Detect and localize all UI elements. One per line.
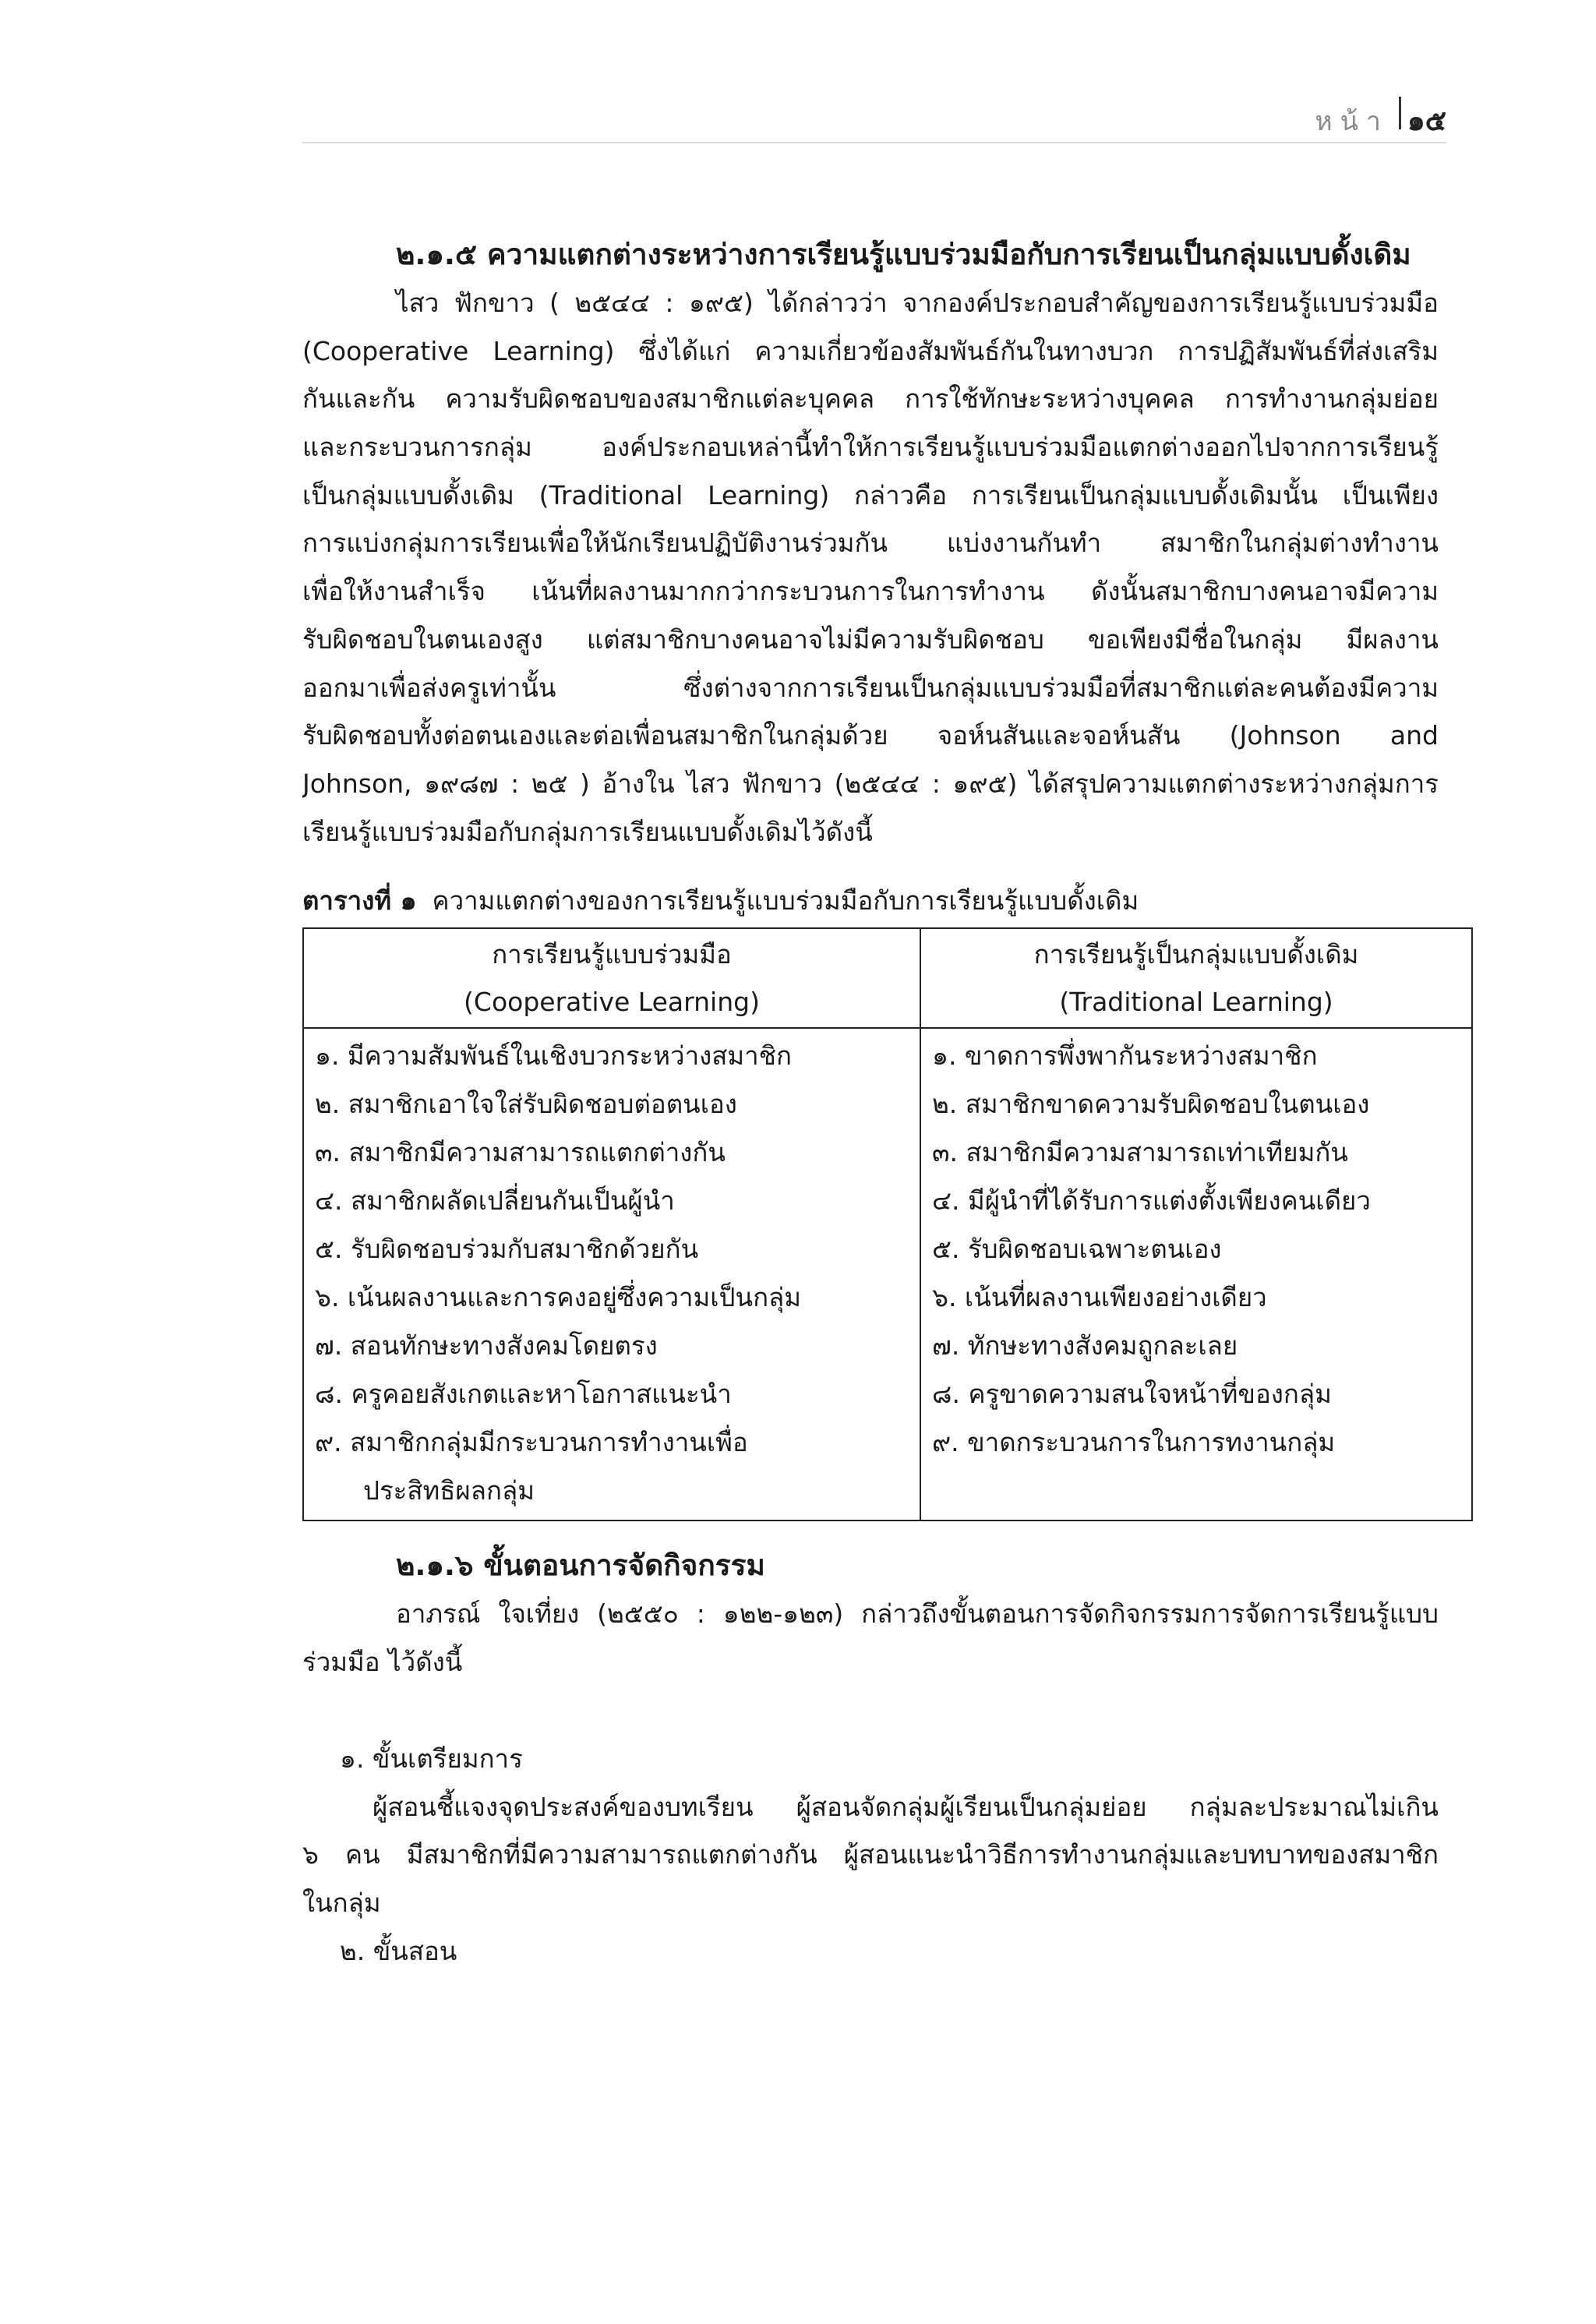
table-caption-label: ตารางที่ ๑ — [302, 885, 417, 917]
page-number: ๑๕ — [1407, 105, 1446, 137]
list-item: ๖. เน้นที่ผลงานเพียงอย่างเดียว — [932, 1282, 1267, 1313]
list-item: ๗. สอนทักษะทางสังคมโดยตรง — [315, 1330, 658, 1362]
blank-line — [302, 1686, 1439, 1735]
step-1-label: ๑. ขั้นเตรียมการ — [340, 1743, 523, 1774]
header-title: การเรียนรู้เป็นกลุ่มแบบดั้งเดิม — [1033, 939, 1359, 970]
paragraph-line: ในกลุ่ม — [302, 1888, 381, 1918]
list-item-continuation: ประสิทธิผลกลุ่ม — [363, 1475, 535, 1506]
paragraph-line: ๖ คน มีสมาชิกที่มีความสามารถแตกต่างกัน ผู้สอนแนะนำวิธีการทำงานกลุ่มและบทบาทของสมาชิก — [302, 1839, 1439, 1870]
list-item: ๒. สมาชิกเอาใจใส่รับผิดชอบต่อตนเอง — [315, 1089, 737, 1120]
list-item: ๘. ครูขาดความสนใจหน้าที่ของกลุ่ม — [932, 1379, 1332, 1410]
paragraph-line: ออกมาเพื่อส่งครูเท่านั้น ซึ่งต่างจากการเรียนเป็นกลุ่มแบบร่วมมือที่สมาชิกแต่ละคนต้องมีความ — [302, 672, 1439, 703]
header-subtitle: (Cooperative Learning) — [464, 987, 760, 1018]
table-header-traditional — [920, 928, 1472, 1028]
list-item: ๙. สมาชิกกลุ่มมีกระบวนการทำงานเพื่อ — [315, 1427, 748, 1458]
header-title: การเรียนรู้แบบร่วมมือ — [492, 939, 732, 970]
page-header — [302, 94, 1446, 143]
header-divider — [1399, 97, 1401, 129]
list-item: ๔. มีผู้นำที่ได้รับการแต่งตั้งเพียงคนเดียว — [932, 1185, 1371, 1217]
step-1-paragraph — [302, 1783, 1439, 1927]
list-item: ๔. สมาชิกผลัดเปลี่ยนกันเป็นผู้นำ — [315, 1185, 675, 1217]
traditional-list — [920, 1028, 1472, 1520]
section-216-heading: ๒.๑.๖ ขั้นตอนการจัดกิจกรรม — [396, 1549, 765, 1583]
paragraph-line: การแบ่งกลุ่มการเรียนเพื่อให้นักเรียนปฏิบัติงานร่วมกัน แบ่งงานกันทำ สมาชิกในกลุ่มต่างทำงาน — [302, 528, 1439, 559]
table-caption-text: ความแตกต่างของการเรียนรู้แบบร่วมมือกับการเรียนรู้แบบดั้งเดิม — [432, 885, 1139, 917]
paragraph-line: ร่วมมือ ไว้ดังนี้ — [302, 1646, 463, 1677]
section-216-paragraph — [302, 1590, 1439, 1686]
list-item: ๑. มีความสัมพันธ์ในเชิงบวกระหว่างสมาชิก — [315, 1040, 793, 1072]
list-item: ๓. สมาชิกมีความสามารถเท่าเทียมกัน — [932, 1137, 1348, 1168]
paragraph-line: เรียนรู้แบบร่วมมือกับกลุ่มการเรียนแบบดั้งเดิมไว้ดังนี้ — [302, 816, 873, 847]
table-caption — [302, 879, 1439, 923]
section-215-paragraph — [302, 279, 1439, 856]
document-body — [302, 231, 1439, 1976]
paragraph-line: เพื่อให้งานสำเร็จ เน้นที่ผลงานมากกว่ากระบวนการในการทำงาน ดังนั้นสมาชิกบางคนอาจมีความ — [302, 576, 1439, 607]
paragraph-line: ผู้สอนชี้แจงจุดประสงค์ของบทเรียน ผู้สอนจัดกลุ่มผู้เรียนเป็นกลุ่มย่อย กลุ่มละประมาณไม่เกิน — [373, 1791, 1439, 1822]
paragraph-line: และกระบวนการกลุ่ม องค์ประกอบเหล่านี้ทำให้การเรียนรู้แบบร่วมมือแตกต่างออกไปจากการเรียนรู้ — [302, 432, 1439, 463]
comparison-table — [302, 927, 1473, 1521]
paragraph-line: ไสว ฟักขาว ( ๒๕๔๔ : ๑๙๕) ได้กล่าวว่า จากองค์ประกอบสำคัญของการเรียนรู้แบบร่วมมือ — [396, 288, 1439, 318]
table-body-row — [303, 1028, 1472, 1520]
list-item: ๘. ครูคอยสังเกตและหาโอกาสแนะนำ — [315, 1379, 732, 1410]
paragraph-line: (Cooperative Learning) ซึ่งได้แก่ ความเกี่ยวข้องสัมพันธ์กันในทางบวก การปฏิสัมพันธ์ที่ส่งเสริม — [302, 335, 1439, 366]
paragraph-line: รับผิดชอบทั้งต่อตนเองและต่อเพื่อนสมาชิกในกลุ่มด้วย จอห์นสันและจอห์นสัน (Johnson and — [302, 720, 1439, 751]
paragraph-line: Johnson, ๑๙๘๗ : ๒๕ ) อ้างใน ไสว ฟักขาว (๒๕๔๔ : ๑๙๕) ได้สรุปความแตกต่างระหว่างกลุ่มการ — [302, 768, 1439, 799]
list-item: ๓. สมาชิกมีความสามารถแตกต่างกัน — [315, 1137, 726, 1168]
section-216 — [302, 1542, 1439, 1975]
paragraph-line: เป็นกลุ่มแบบดั้งเดิม (Traditional Learning) กล่าวคือ การเรียนเป็นกลุ่มแบบดั้งเดิมนั้น เป็นเพียง — [302, 479, 1439, 510]
paragraph-line: อาภรณ์ ใจเที่ยง (๒๕๕๐ : ๑๒๒-๑๒๓) กล่าวถึงขั้นตอนการจัดกิจกรรมการจัดการเรียนรู้แบบ — [396, 1598, 1439, 1630]
header-subtitle: (Traditional Learning) — [1059, 987, 1333, 1018]
step-2-label: ๒. ขั้นสอน — [340, 1935, 457, 1966]
section-215-heading: ๒.๑.๕ ความแตกต่างระหว่างการเรียนรู้แบบร่วมมือกับการเรียนเป็นกลุ่มแบบดั้งเดิม — [396, 238, 1411, 271]
list-item: ๕. รับผิดชอบร่วมกับสมาชิกด้วยกัน — [315, 1234, 699, 1265]
table-header-row — [303, 928, 1472, 1028]
list-item: ๙. ขาดกระบวนการในการทงานกลุ่ม — [932, 1427, 1336, 1458]
list-item: ๗. ทักษะทางสังคมถูกละเลย — [932, 1330, 1238, 1362]
list-item: ๖. เน้นผลงานและการคงอยู่ซึ่งความเป็นกลุ่ม — [315, 1282, 802, 1313]
table-header-cooperative — [303, 928, 920, 1028]
cooperative-list — [303, 1028, 920, 1520]
list-item: ๕. รับผิดชอบเฉพาะตนเอง — [932, 1234, 1222, 1265]
paragraph-line: รับผิดชอบในตนเองสูง แต่สมาชิกบางคนอาจไม่มีความรับผิดชอบ ขอเพียงมีชื่อในกลุ่ม มีผลงาน — [302, 623, 1439, 655]
page-label: หน้า — [1315, 106, 1389, 137]
paragraph-line: กันและกัน ความรับผิดชอบของสมาชิกแต่ละบุคคล การใช้ทักษะระหว่างบุคคล การทำงานกลุ่มย่อย — [302, 383, 1439, 415]
list-item: ๑. ขาดการพึ่งพากันระหว่างสมาชิก — [932, 1040, 1318, 1072]
list-item: ๒. สมาชิกขาดความรับผิดชอบในตนเอง — [932, 1089, 1370, 1120]
